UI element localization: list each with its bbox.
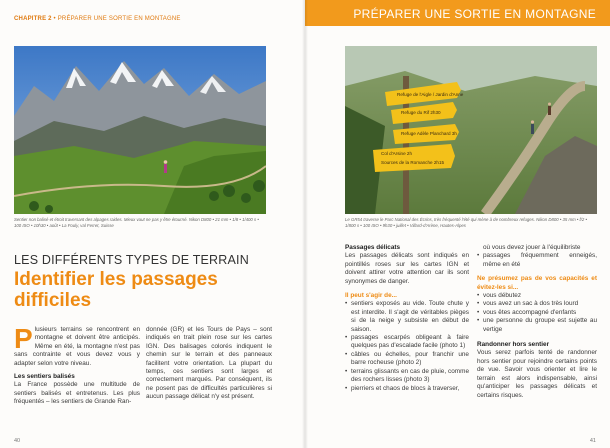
- sentiers-balises-paragraph: La France possède une multitude de sentiers balisés et entretenus. Les plus fréquentés – les sentiers de Grande Ran-: [14, 381, 140, 406]
- passages-delicats-paragraph: Les passages délicats sont indiqués en pointillés roses sur les cartes IGN et doivent attirer votre attention car ils sont synonymes de danger.: [345, 252, 469, 285]
- list-item: • câbles ou échelles, pour franchir une barre rocheuse (photo 2): [345, 351, 469, 368]
- chapter-label: [14, 16, 181, 22]
- left-photo-caption: Sentier non balisé et étroit traversant des alpages raides. Mieux vaut ne pas y être étourné. Nikon D800 • 21 mm • 1/8 • 1/400 s • 100 ISO • 10h30 • août • La Fouly, val Ferret, Suisse: [14, 217, 259, 228]
- section-header-band: [305, 0, 610, 26]
- avoid-list: [477, 292, 597, 334]
- book-gutter: [302, 0, 308, 448]
- list-item: • vous débutez: [477, 292, 597, 300]
- sign-line-5: Sources de la Romanche 2h15: [381, 160, 445, 165]
- hors-sentier-heading: Randonner hors sentier: [477, 341, 550, 349]
- sentiers-balises-heading: Les sentiers balisés: [14, 373, 75, 381]
- sign-line-4: Col d'Arsine 2h: [381, 151, 413, 156]
- list-item: • sentiers exposés au vide. Toute chute y est interdite. Il s'agit de véritables pièges si de la neige y subsiste en début de saison.: [345, 300, 469, 334]
- drop-cap: P: [14, 323, 33, 354]
- right-column-1: [345, 244, 469, 393]
- danger-list: [345, 300, 469, 392]
- sign-line-3: Refuge Adèle Planchard 3h: [401, 131, 457, 136]
- intro-paragraph: lusieurs terrains se rencontrent en montagne et doivent être anticipés. Même en été, la montagne n'est pas sans contrainte et vous devez vous y adapter selon votre niveau.: [14, 326, 140, 367]
- list-item: • terrains glissants en cas de pluie, comme des rochers lisses (photo 3): [345, 368, 469, 385]
- right-page: [305, 0, 610, 448]
- chapter-title: • PRÉPARER UNE SORTIE EN MONTAGNE: [51, 16, 181, 22]
- headline: Identifier les passages difficiles: [14, 269, 218, 311]
- list-item: • passages escarpés obligeant à faire quelques pas d'escalade facile (photo 1): [345, 334, 469, 351]
- list-item: • vous êtes accompagné d'enfants: [477, 309, 597, 317]
- left-column-1: [14, 323, 140, 407]
- list-item: • vous avez un sac à dos très lourd: [477, 300, 597, 308]
- gr-paragraph: donnée (GR) et les Tours de Pays – sont indiqués en trait plein rose sur les cartes IGN. Des balisages colorés indiquent le chemin sur le terrain et des panneaux facilitent votre orientation. La plupart du temps, ces sentiers sont larges et correctement marqués. Par conséquent, ils ne posent pas de difficultés particulières si aucun passage délicat n'y est présent.: [146, 326, 272, 401]
- passages-delicats-heading: Passages délicats: [345, 244, 401, 251]
- page-number-left: 40: [14, 438, 21, 444]
- sign-line-2: Refuge du Rif 2h30: [401, 110, 441, 115]
- trail-sign-photo: [345, 46, 597, 214]
- right-photo-caption: Le GR54 traverse le Parc National des Écrins, très fréquenté l'été qui mène à de nombreux refuges. Nikon D800 • 35 mm • f/2 • 1/800 s • 100 ISO • 9h30 • juillet • Villard-d'Arène, Hautes-Alpes: [345, 217, 588, 228]
- section-title: PRÉPARER UNE SORTIE EN MONTAGNE: [353, 7, 596, 21]
- sign-line-1: Refuge de l'Aigle / Jardin d'Anne: [397, 92, 464, 97]
- avoid-heading: Ne présumez pas de vos capacités et évitez-les si...: [477, 275, 597, 291]
- left-column-2: [146, 326, 272, 402]
- snow-list: [477, 252, 597, 269]
- mountain-photo: [14, 46, 266, 214]
- list-continuation: où vous devez jouer à l'équilibriste: [483, 244, 581, 251]
- section-kicker: LES DIFFÉRENTS TYPES DE TERRAIN: [14, 253, 249, 267]
- list-item: • une personne du groupe est sujette au vertige: [477, 317, 597, 334]
- list-item: • pierriers et chaos de blocs à traverser,: [345, 385, 469, 393]
- chapter-number: CHAPITRE 2: [14, 16, 52, 22]
- page-number-right: 41: [589, 438, 596, 444]
- il-peut-sagir-heading: Il peut s'agir de...: [345, 292, 397, 300]
- list-item: • passages fréquemment enneigés, même en été: [477, 252, 597, 269]
- right-column-2: [477, 244, 597, 400]
- hors-sentier-paragraph: Vous serez parfois tenté de randonner hors sentier pour rejoindre certains points de vue. Savoir vous orienter et lire le terrain est alors indispensable, ainsi qu'anticiper les passages délicats et certains risques.: [477, 349, 597, 399]
